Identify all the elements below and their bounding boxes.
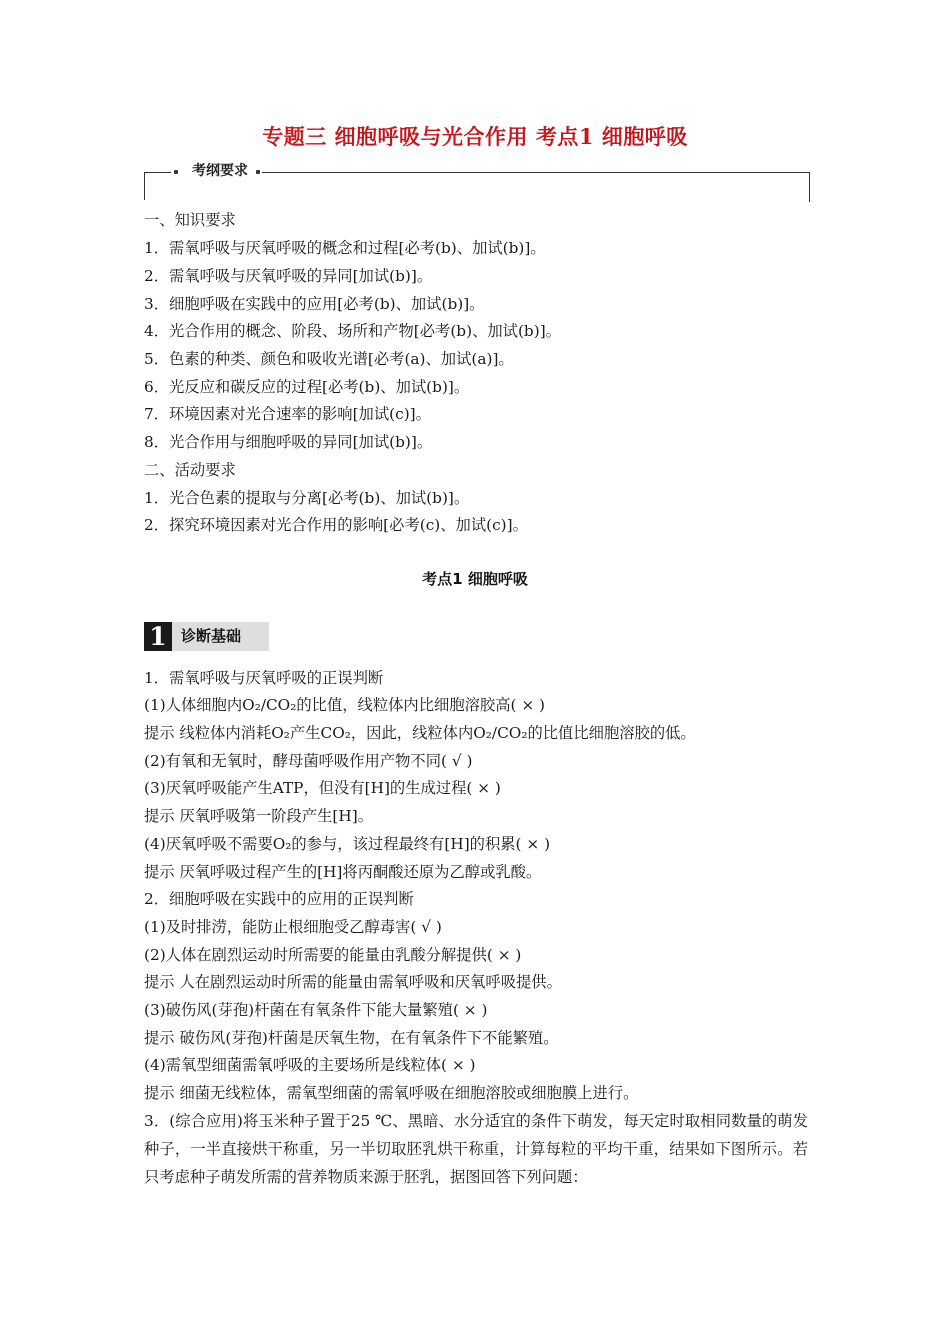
- judgment-item: (2)人体在剧烈运动时所需要的能量由乳酸分解提供( × ): [144, 946, 522, 964]
- section-badge: [144, 622, 269, 651]
- syllabus-item: 4．光合作用的概念、阶段、场所和产物[必考(b)、加试(b)]。: [144, 322, 561, 340]
- hint-line: 提示 厌氧呼吸第一阶段产生[H]。: [144, 807, 373, 825]
- judgment-item: (2)有氧和无氧时，酵母菌呼吸作用产物不同( √ ): [144, 752, 473, 770]
- frame-top-left-line: [144, 172, 171, 173]
- syllabus-item: 7．环境因素对光合速率的影响[加试(c)]。: [144, 405, 431, 423]
- question-3-paragraph: 3．(综合应用)将玉米种子置于25 ℃、黑暗、水分适宜的条件下萌发，每天定时取相同数量的萌发种子，一半直接烘干称重，另一半切取胚乳烘干称重，计算每粒的平均干重，结果如下图所示。若只考虑种子萌发所需的营养物质来源于胚乳，据图回答下列问题：: [144, 1112, 808, 1186]
- syllabus-item: 5．色素的种类、颜色和吸收光谱[必考(a)、加试(a)]。: [144, 350, 514, 368]
- question-heading: 2．细胞呼吸在实践中的应用的正误判断: [144, 890, 414, 908]
- syllabus-heading-activity: 二、活动要求: [144, 461, 236, 479]
- frame-left-edge: [144, 172, 145, 200]
- syllabus-item: 1．光合色素的提取与分离[必考(b)、加试(b)]。: [144, 489, 470, 507]
- hint-line: 提示 细菌无线粒体，需氧型细菌的需氧呼吸在细胞溶胶或细胞膜上进行。: [144, 1084, 639, 1102]
- syllabus-heading-knowledge: 一、知识要求: [144, 211, 236, 229]
- hint-line: 提示 人在剧烈运动时所需的能量由需氧呼吸和厌氧呼吸提供。: [144, 973, 562, 991]
- judgment-item: (3)厌氧呼吸能产生ATP，但没有[H]的生成过程( × ): [144, 779, 501, 797]
- judgment-item: (1)及时排涝，能防止根细胞受乙醇毒害( √ ): [144, 918, 442, 936]
- question-heading: 1．需氧呼吸与厌氧呼吸的正误判断: [144, 669, 384, 687]
- section-title: 考点1 细胞呼吸: [422, 570, 528, 588]
- hint-line: 提示 破伤风(芽孢)杆菌是厌氧生物，在有氧条件下不能繁殖。: [144, 1029, 559, 1047]
- judgment-item: (3)破伤风(芽孢)杆菌在有氧条件下能大量繁殖( × ): [144, 1001, 488, 1019]
- syllabus-item: 6．光反应和碳反应的过程[必考(b)、加试(b)]。: [144, 378, 470, 396]
- judgment-item: (4)厌氧呼吸不需要O₂的参与，该过程最终有[H]的积累( × ): [144, 835, 551, 853]
- syllabus-item: 8．光合作用与细胞呼吸的异同[加试(b)]。: [144, 433, 433, 451]
- judgment-item: (1)人体细胞内O₂/CO₂的比值，线粒体内比细胞溶胶高( × ): [144, 696, 545, 714]
- syllabus-item: 3．细胞呼吸在实践中的应用[必考(b)、加试(b)]。: [144, 295, 485, 313]
- document-title: 专题三 细胞呼吸与光合作用 考点1 细胞呼吸: [262, 124, 688, 149]
- syllabus-label: 考纲要求: [188, 160, 252, 180]
- frame-dot-right: [256, 170, 260, 174]
- syllabus-item: 2．需氧呼吸与厌氧呼吸的异同[加试(b)]。: [144, 267, 433, 285]
- hint-line: 提示 厌氧呼吸过程产生的[H]将丙酮酸还原为乙醇或乳酸。: [144, 863, 542, 881]
- badge-label: 诊断基础: [172, 622, 269, 651]
- hint-line: 提示 线粒体内消耗O₂产生CO₂，因此，线粒体内O₂/CO₂的比值比细胞溶胶的低。: [144, 724, 696, 742]
- syllabus-item: 1．需氧呼吸与厌氧呼吸的概念和过程[必考(b)、加试(b)]。: [144, 239, 546, 257]
- badge-number: 1: [144, 622, 172, 651]
- syllabus-item: 2．探究环境因素对光合作用的影响[必考(c)、加试(c)]。: [144, 516, 528, 534]
- frame-top-right-line: [262, 172, 809, 173]
- frame-right-edge: [809, 172, 810, 202]
- frame-dot-left: [174, 170, 178, 174]
- judgment-item: (4)需氧型细菌需氧呼吸的主要场所是线粒体( × ): [144, 1056, 476, 1074]
